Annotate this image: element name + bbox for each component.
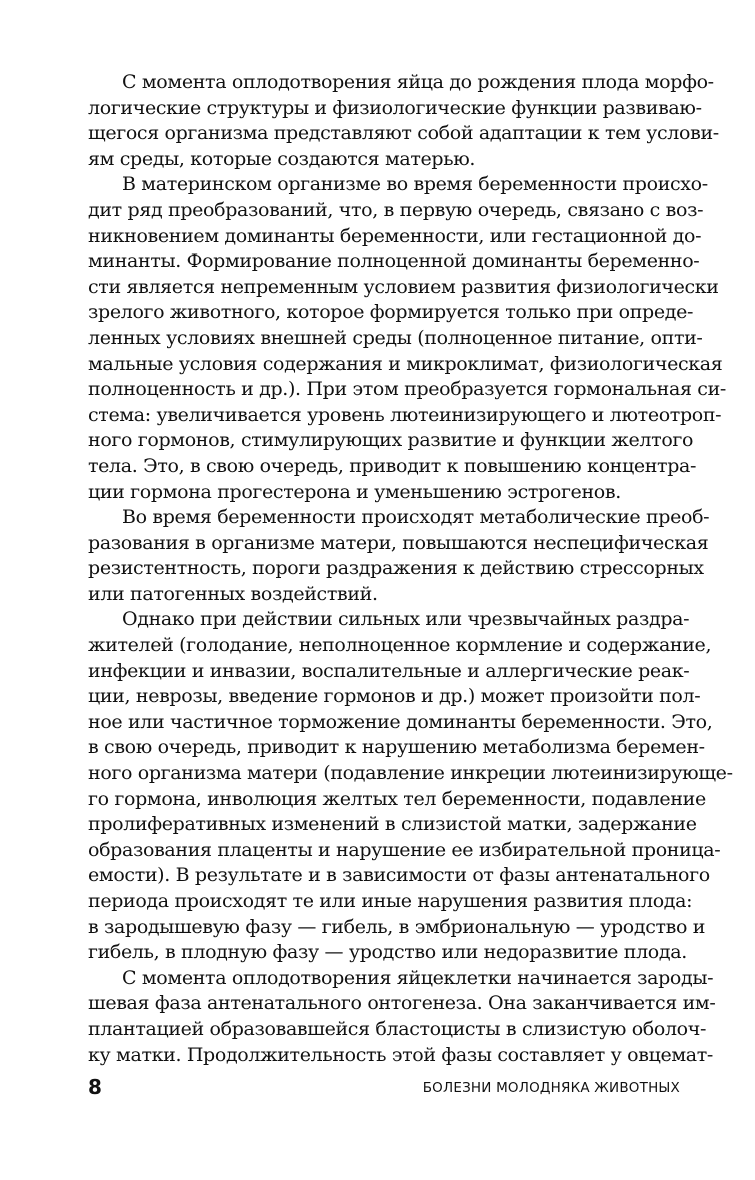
paragraph <box>88 505 710 607</box>
text-line: ции, неврозы, введение гормонов и др.) может произойти пол- <box>88 685 701 708</box>
text-line: в свою очередь, приводит к нарушению метаболизма беремен- <box>88 736 705 759</box>
text-line: ное или частичное торможение доминанты беременности. Это, <box>88 710 713 733</box>
text-line: пролиферативных изменений в слизистой матки, задержание <box>88 813 697 836</box>
text-line: мальные условия содержания и микроклимат, физиологическая <box>88 352 723 375</box>
text-line: щегося организма представляют собой адаптации к тем услови- <box>88 122 719 145</box>
text-line: минанты. Формирование полноценной доминанты беременно- <box>88 250 700 273</box>
text-line: сти является непременным условием развития физиологически <box>88 275 719 298</box>
text-line: го гормона, инволюция желтых тел беременности, подавление <box>88 787 706 810</box>
running-head: БОЛЕЗНИ МОЛОДНЯКА ЖИВОТНЫХ <box>422 1080 680 1096</box>
text-line: периода происходят те или иные нарушения развития плода: <box>88 890 693 912</box>
text-line: резистентность, пороги раздражения к действию стрессорных <box>88 557 704 580</box>
text-line: тела. Это, в свою очередь, приводит к повышению концентра- <box>88 454 697 477</box>
paragraph <box>88 70 719 172</box>
text-line: стема: увеличивается уровень лютеинизирующего и лютеотроп- <box>88 403 722 426</box>
text-line: разования в организме матери, повышаются неспецифическая <box>88 531 709 554</box>
text-line: логические структуры и физиологические функции развиваю- <box>88 96 702 119</box>
text-line: С момента оплодотворения яйцеклетки начинается зароды- <box>122 966 714 989</box>
text-line: ного организма матери (подавление инкреции лютеинизирующе- <box>88 762 733 785</box>
text-line: ку матки. Продолжительность этой фазы составляет у овцемат- <box>88 1043 713 1066</box>
text-line: полноценность и др.). При этом преобразуется гормональная си- <box>88 378 726 401</box>
text-line: гибель, в плодную фазу — уродство или недоразвитие плода. <box>88 941 687 964</box>
paragraph <box>88 172 726 505</box>
text-line: зрелого животного, которое формируется только при опреде- <box>88 301 694 324</box>
page-footer <box>88 1075 680 1103</box>
text-line: ям среды, которые создаются матерью. <box>88 147 476 170</box>
text-line: В материнском организме во время беременности происхо- <box>122 173 708 196</box>
text-line: шевая фаза антенатального онтогенеза. Она заканчивается им- <box>88 992 716 1015</box>
text-line: Во время беременности происходят метаболические преоб- <box>122 506 710 529</box>
text-line: образования плаценты и нарушение ее избирательной проница- <box>88 838 721 861</box>
text-line: ции гормона прогестерона и уменьшению эстрогенов. <box>88 480 621 503</box>
text-line: ленных условиях внешней среды (полноценное питание, опти- <box>88 326 703 349</box>
paragraph <box>88 607 733 965</box>
text-line: С момента оплодотворения яйца до рождения плода морфо- <box>122 71 714 93</box>
page-number: 8 <box>88 1075 102 1099</box>
text-line: никновением доминанты беременности, или гестационной до- <box>88 224 702 247</box>
text-line: или патогенных воздействий. <box>88 582 378 605</box>
text-line: Однако при действии сильных или чрезвычайных раздра- <box>122 608 690 631</box>
text-line: плантацией образовавшейся бластоцисты в слизистую оболоч- <box>88 1017 707 1040</box>
text-line: жителей (голодание, неполноценное кормление и содержание, <box>88 634 712 657</box>
text-line: емости). В результате и в зависимости от фазы антенатального <box>88 864 710 887</box>
body-text <box>88 70 733 1068</box>
text-line: в зародышевую фазу — гибель, в эмбриональную — уродство и <box>88 915 706 938</box>
text-line: инфекции и инвазии, воспалительные и аллергические реак- <box>88 659 690 682</box>
text-line: ного гормонов, стимулирующих развитие и функции желтого <box>88 429 694 452</box>
paragraph <box>88 966 716 1068</box>
text-line: дит ряд преобразований, что, в первую очередь, связано с воз- <box>88 198 704 221</box>
